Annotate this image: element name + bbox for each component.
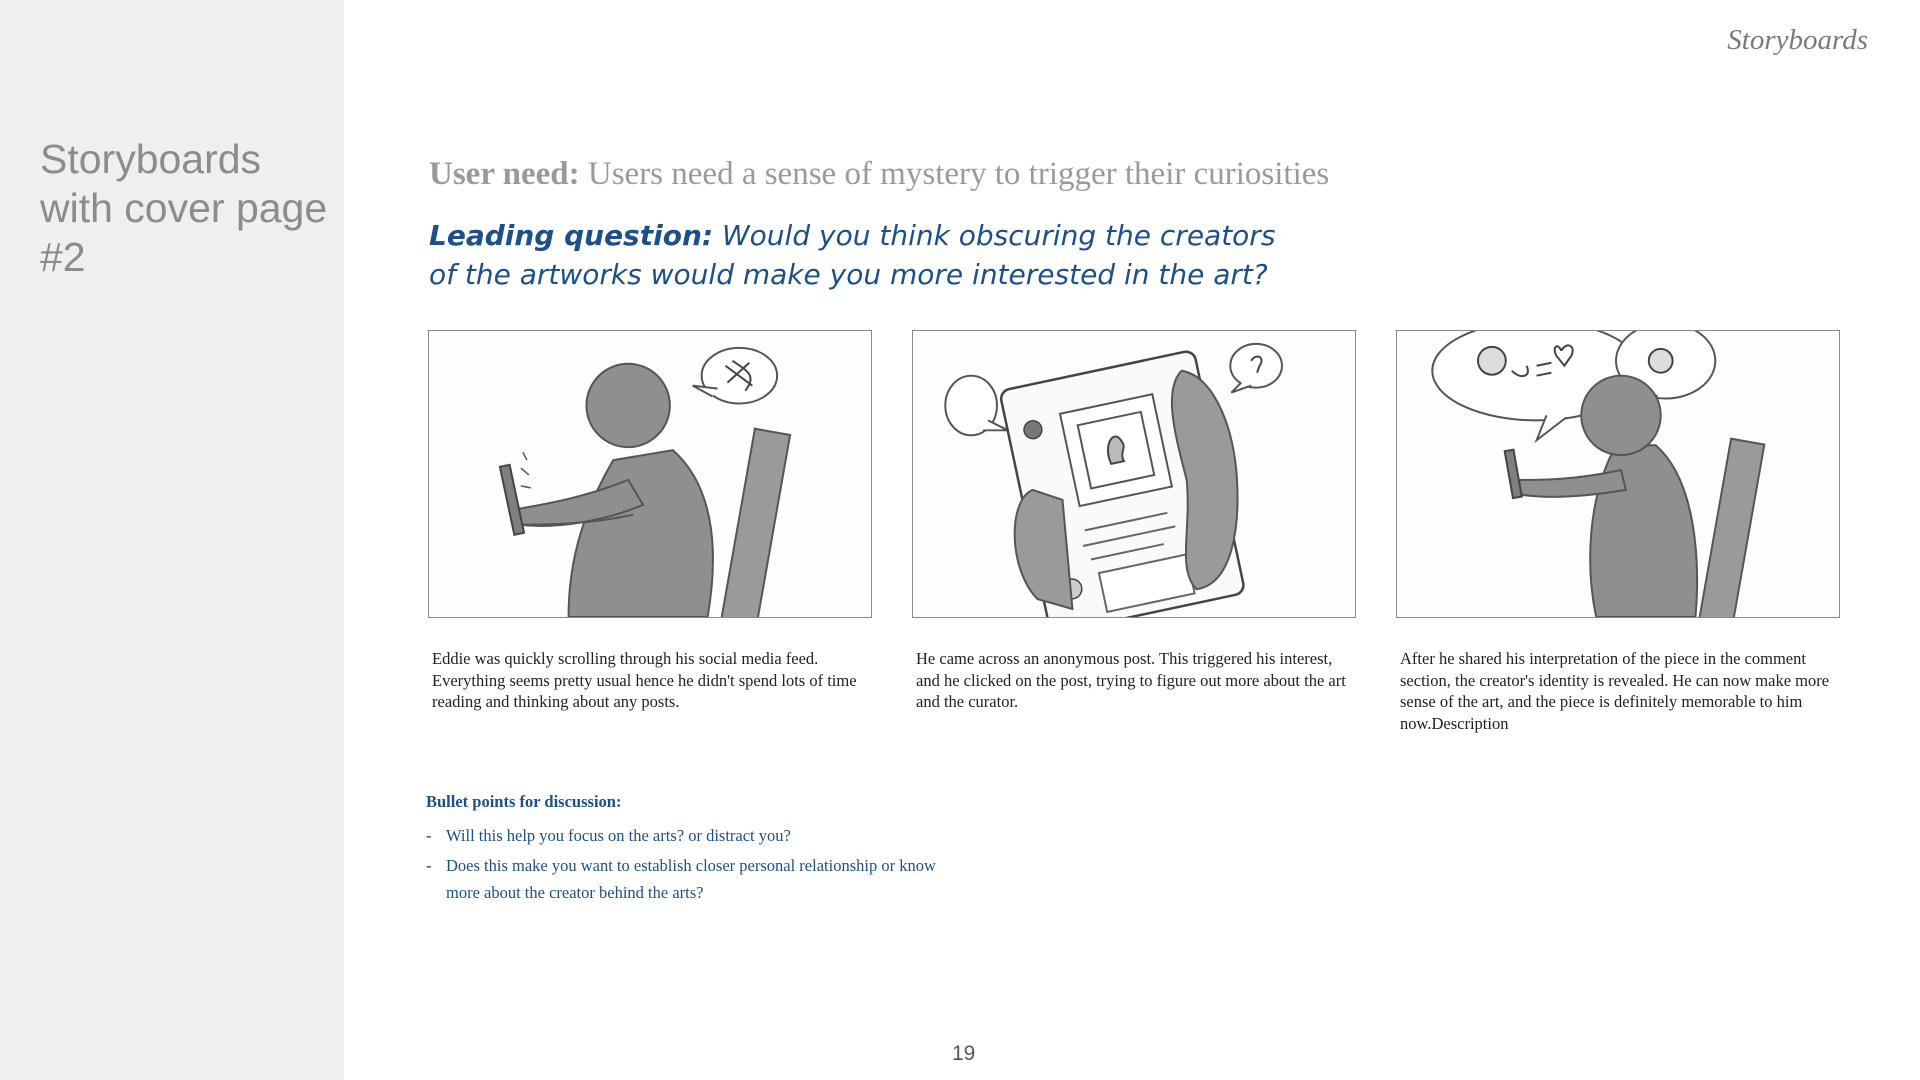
user-need-label: User need: [429,156,580,192]
bullets-title: Bullet points for discussion: [426,792,622,811]
bullet-dash: - [426,826,432,845]
leading-question-line1: Would you think obscuring the creators [721,219,1276,252]
slide-title: Storyboards with cover page #2 [40,136,328,280]
sketch-person-reading-comments [1397,331,1839,617]
bullet-dash: - [426,856,432,875]
bullet-text: Does this make you want to establish closer personal relationship or know more about the creator behind the arts? [446,856,936,902]
panel-2-caption: He came across an anonymous post. This triggered his interest, and he clicked on the post, trying to figure out more about the art and the curator. [916,649,1346,711]
user-need [429,156,1329,193]
storyboard-panel-3 [1396,330,1840,618]
page-number: 19 [952,1042,976,1065]
header-label: Storyboards [1727,24,1868,56]
bullet-item [426,852,946,906]
leading-question-label: Leading question: [429,219,714,252]
panel-3-caption: After he shared his interpretation of the piece in the comment section, the creator's identity is revealed. He can now make more sense of the art, and the piece is definitely memorable to him now.Description [1400,649,1830,733]
leading-question [429,216,1329,294]
bullet-text: Will this help you focus on the arts? or distract you? [446,826,791,845]
storyboard-panel-2 [912,330,1356,618]
sketch-phone-anonymous-post [913,331,1355,617]
bullet-item [426,822,946,849]
panel-1-caption: Eddie was quickly scrolling through his social media feed. Everything seems pretty usual hence he didn't spend lots of time reading and thinking about any posts. [432,649,857,711]
user-need-text: Users need a sense of mystery to trigger their curiosities [587,156,1330,192]
sidebar [0,0,344,1080]
sketch-person-scrolling-phone [429,331,871,617]
discussion-bullets [426,792,946,909]
storyboard-panel-1 [428,330,872,618]
leading-question-line2: of the artworks would make you more interested in the art? [429,258,1268,291]
